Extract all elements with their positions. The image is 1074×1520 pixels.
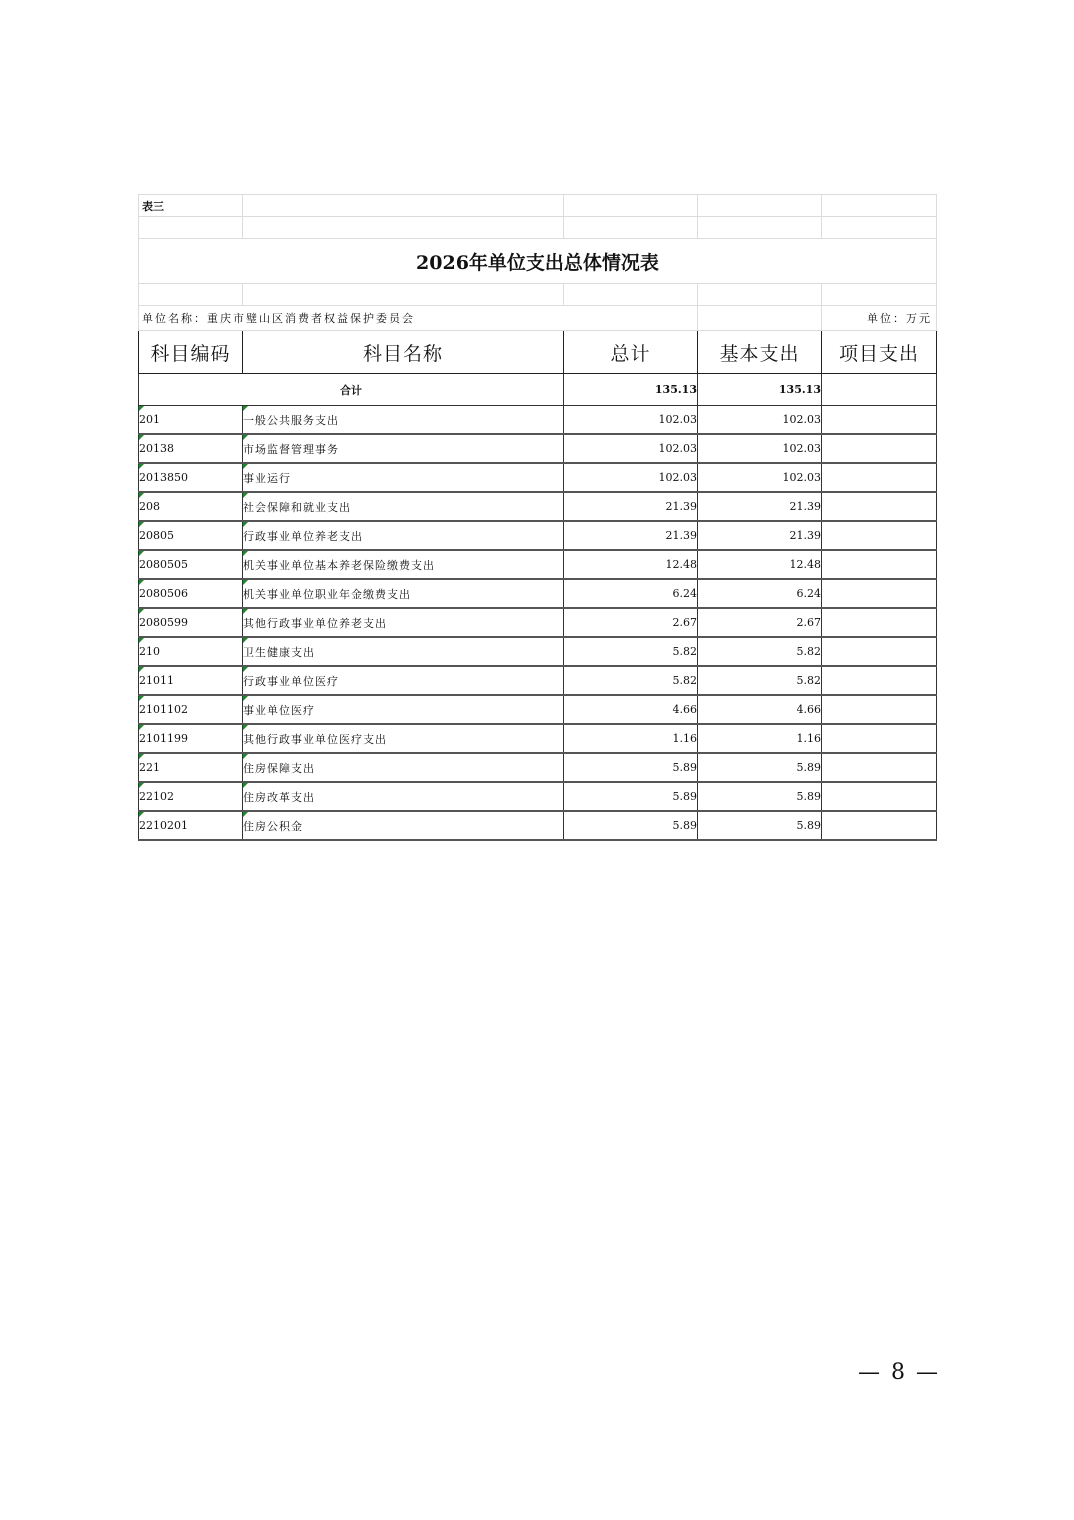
cell-basic: 102.03 — [698, 463, 822, 492]
total-project — [822, 374, 937, 406]
cell-name: 住房公积金 — [243, 811, 564, 840]
page-number: — 8 — — [858, 1360, 940, 1385]
page-title: 2026年单位支出总体情况表 — [139, 239, 937, 284]
cell-basic: 102.03 — [698, 434, 822, 463]
cell-basic: 5.82 — [698, 637, 822, 666]
table-row — [139, 550, 937, 579]
cell-basic: 5.89 — [698, 782, 822, 811]
cell-name: 行政事业单位医疗 — [243, 666, 564, 695]
cell-total: 5.82 — [564, 666, 698, 695]
cell-code: 2013850 — [139, 463, 243, 492]
cell-basic: 6.24 — [698, 579, 822, 608]
cell-code: 2101102 — [139, 695, 243, 724]
cell-project — [822, 434, 937, 463]
total-row — [139, 374, 937, 406]
cell-name: 机关事业单位基本养老保险缴费支出 — [243, 550, 564, 579]
cell-code: 2080599 — [139, 608, 243, 637]
cell-total: 6.24 — [564, 579, 698, 608]
cell-code: 201 — [139, 406, 243, 435]
table-row — [139, 521, 937, 550]
header-name: 科目名称 — [243, 331, 564, 374]
total-total: 135.13 — [564, 374, 698, 406]
cell-basic: 12.48 — [698, 550, 822, 579]
cell-name: 一般公共服务支出 — [243, 406, 564, 435]
header-code: 科目编码 — [139, 331, 243, 374]
table-row — [139, 695, 937, 724]
cell-total: 102.03 — [564, 463, 698, 492]
cell-project — [822, 492, 937, 521]
cell-code: 221 — [139, 753, 243, 782]
cell-project — [822, 579, 937, 608]
cell-name: 事业运行 — [243, 463, 564, 492]
table-row — [139, 666, 937, 695]
cell-code: 2210201 — [139, 811, 243, 840]
cell-project — [822, 550, 937, 579]
cell-project — [822, 637, 937, 666]
table-row — [139, 463, 937, 492]
cell-code: 2080505 — [139, 550, 243, 579]
cell-code: 2101199 — [139, 724, 243, 753]
cell-total: 4.66 — [564, 695, 698, 724]
cell-total: 5.89 — [564, 811, 698, 840]
unit-label: 单位：万元 — [822, 306, 937, 331]
cell-name: 市场监督管理事务 — [243, 434, 564, 463]
cell-total: 102.03 — [564, 434, 698, 463]
cell-total: 12.48 — [564, 550, 698, 579]
table-row — [139, 434, 937, 463]
total-label: 合计 — [139, 374, 564, 406]
total-basic: 135.13 — [698, 374, 822, 406]
cell-total: 5.89 — [564, 782, 698, 811]
cell-name: 卫生健康支出 — [243, 637, 564, 666]
cell-name: 住房保障支出 — [243, 753, 564, 782]
cell-project — [822, 782, 937, 811]
cell-basic: 21.39 — [698, 492, 822, 521]
cell-code: 210 — [139, 637, 243, 666]
cell-project — [822, 463, 937, 492]
cell-basic: 5.89 — [698, 811, 822, 840]
table-row — [139, 724, 937, 753]
cell-name: 其他行政事业单位养老支出 — [243, 608, 564, 637]
table-row — [139, 811, 937, 840]
cell-total: 21.39 — [564, 521, 698, 550]
cell-basic: 4.66 — [698, 695, 822, 724]
table-row — [139, 782, 937, 811]
cell-project — [822, 521, 937, 550]
cell-basic: 1.16 — [698, 724, 822, 753]
cell-total: 21.39 — [564, 492, 698, 521]
header-basic: 基本支出 — [698, 331, 822, 374]
expenditure-table — [138, 194, 937, 841]
cell-name: 行政事业单位养老支出 — [243, 521, 564, 550]
cell-code: 21011 — [139, 666, 243, 695]
header-total: 总计 — [564, 331, 698, 374]
cell-project — [822, 753, 937, 782]
cell-name: 社会保障和就业支出 — [243, 492, 564, 521]
cell-project — [822, 406, 937, 435]
unit-name: 单位名称：重庆市璧山区消费者权益保护委员会 — [139, 306, 698, 331]
cell-total: 5.82 — [564, 637, 698, 666]
cell-project — [822, 608, 937, 637]
cell-basic: 2.67 — [698, 608, 822, 637]
table-row — [139, 753, 937, 782]
cell-name: 机关事业单位职业年金缴费支出 — [243, 579, 564, 608]
cell-basic: 5.82 — [698, 666, 822, 695]
header-project: 项目支出 — [822, 331, 937, 374]
table-label: 表三 — [139, 195, 243, 217]
cell-code: 20805 — [139, 521, 243, 550]
cell-basic: 21.39 — [698, 521, 822, 550]
table-row — [139, 492, 937, 521]
cell-project — [822, 724, 937, 753]
cell-code: 208 — [139, 492, 243, 521]
cell-project — [822, 695, 937, 724]
cell-total: 5.89 — [564, 753, 698, 782]
table-row — [139, 637, 937, 666]
cell-project — [822, 666, 937, 695]
table-row — [139, 579, 937, 608]
cell-total: 1.16 — [564, 724, 698, 753]
cell-code: 22102 — [139, 782, 243, 811]
cell-name: 其他行政事业单位医疗支出 — [243, 724, 564, 753]
cell-total: 2.67 — [564, 608, 698, 637]
cell-basic: 102.03 — [698, 406, 822, 435]
cell-total: 102.03 — [564, 406, 698, 435]
header-row — [139, 331, 937, 374]
cell-basic: 5.89 — [698, 753, 822, 782]
table-row — [139, 406, 937, 435]
cell-project — [822, 811, 937, 840]
cell-code: 20138 — [139, 434, 243, 463]
cell-code: 2080506 — [139, 579, 243, 608]
table-row — [139, 608, 937, 637]
cell-name: 住房改革支出 — [243, 782, 564, 811]
cell-name: 事业单位医疗 — [243, 695, 564, 724]
